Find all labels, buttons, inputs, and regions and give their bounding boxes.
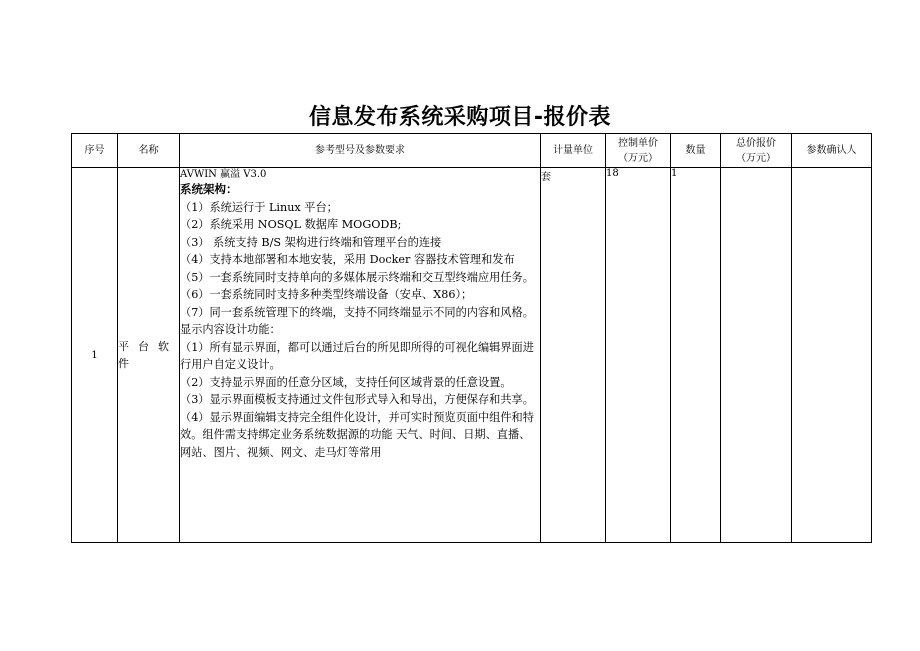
header-row	[72, 134, 872, 168]
table-row	[72, 168, 872, 543]
spec-line: 显示内容设计功能：	[180, 323, 281, 336]
spec-line: （1）所有显示界面，都可以通过后台的所见即所得的可视化编辑界面进行用户自定义设计。	[180, 340, 534, 371]
spec-line: （4）支持本地部署和本地安装，采用 Docker 容器技术管理和发布	[180, 253, 515, 266]
header-confirm: 参数确认人	[792, 134, 872, 168]
spec-line: （3） 系统支持 B/S 架构进行终端和管理平台的连接	[180, 235, 442, 249]
cell-unit: 套	[541, 168, 606, 543]
cell-qty: 1	[671, 168, 721, 543]
spec-line: （5）一套系统同时支持单向的多媒体展示终端和交互型终端应用任务。	[180, 270, 534, 284]
cell-spec	[180, 168, 541, 543]
header-total-line2: （万元）	[736, 152, 776, 164]
header-qty: 数量	[671, 134, 721, 168]
spec-line: （7）同一套系统管理下的终端，支持不同终端显示不同的内容和风格。	[180, 305, 534, 319]
spec-line: （2）支持显示界面的任意分区域，支持任何区域背景的任意设置。	[180, 375, 512, 389]
header-price-line1: 控制单价	[618, 137, 658, 149]
header-price	[606, 134, 671, 168]
header-total-line1: 总价报价	[736, 137, 776, 149]
cell-seq: 1	[72, 168, 118, 543]
spec-line: （3）显示界面模板支持通过文件包形式导入和导出，方便保存和共享。	[180, 393, 534, 406]
header-spec: 参考型号及参数要求	[180, 134, 541, 168]
header-unit: 计量单位	[541, 134, 606, 168]
header-total	[721, 134, 792, 168]
spec-line: （2）系统采用 NOSQL 数据库 MOGODB;	[180, 218, 402, 231]
cell-name: 平台软件	[118, 168, 180, 543]
page-title: 信息发布系统采购项目-报价表	[308, 105, 612, 130]
cell-confirm	[792, 168, 872, 543]
cell-total	[721, 168, 792, 543]
spec-line: （6）一套系统同时支持多种类型终端设备（安卓、X86）；	[180, 288, 473, 301]
spec-line: （4）显示界面编辑支持完全组件化设计，并可实时预览页面中组件和特效。组件需支持绑定业务系统数据源的功能 天气、时间、日期、直播、网站、图片、视频、网文、走马灯等常用	[180, 410, 534, 459]
header-seq: 序号	[72, 134, 118, 168]
header-price-line2: （万元）	[618, 152, 658, 164]
cell-price: 18	[606, 168, 671, 543]
spec-heading: 系统架构：	[180, 182, 238, 196]
header-name: 名称	[118, 134, 180, 168]
spec-line: （1）系统运行于 Linux 平台；	[180, 200, 338, 214]
quote-table	[71, 133, 872, 543]
spec-model: AVWIN 赢溢 V3.0	[180, 169, 267, 180]
